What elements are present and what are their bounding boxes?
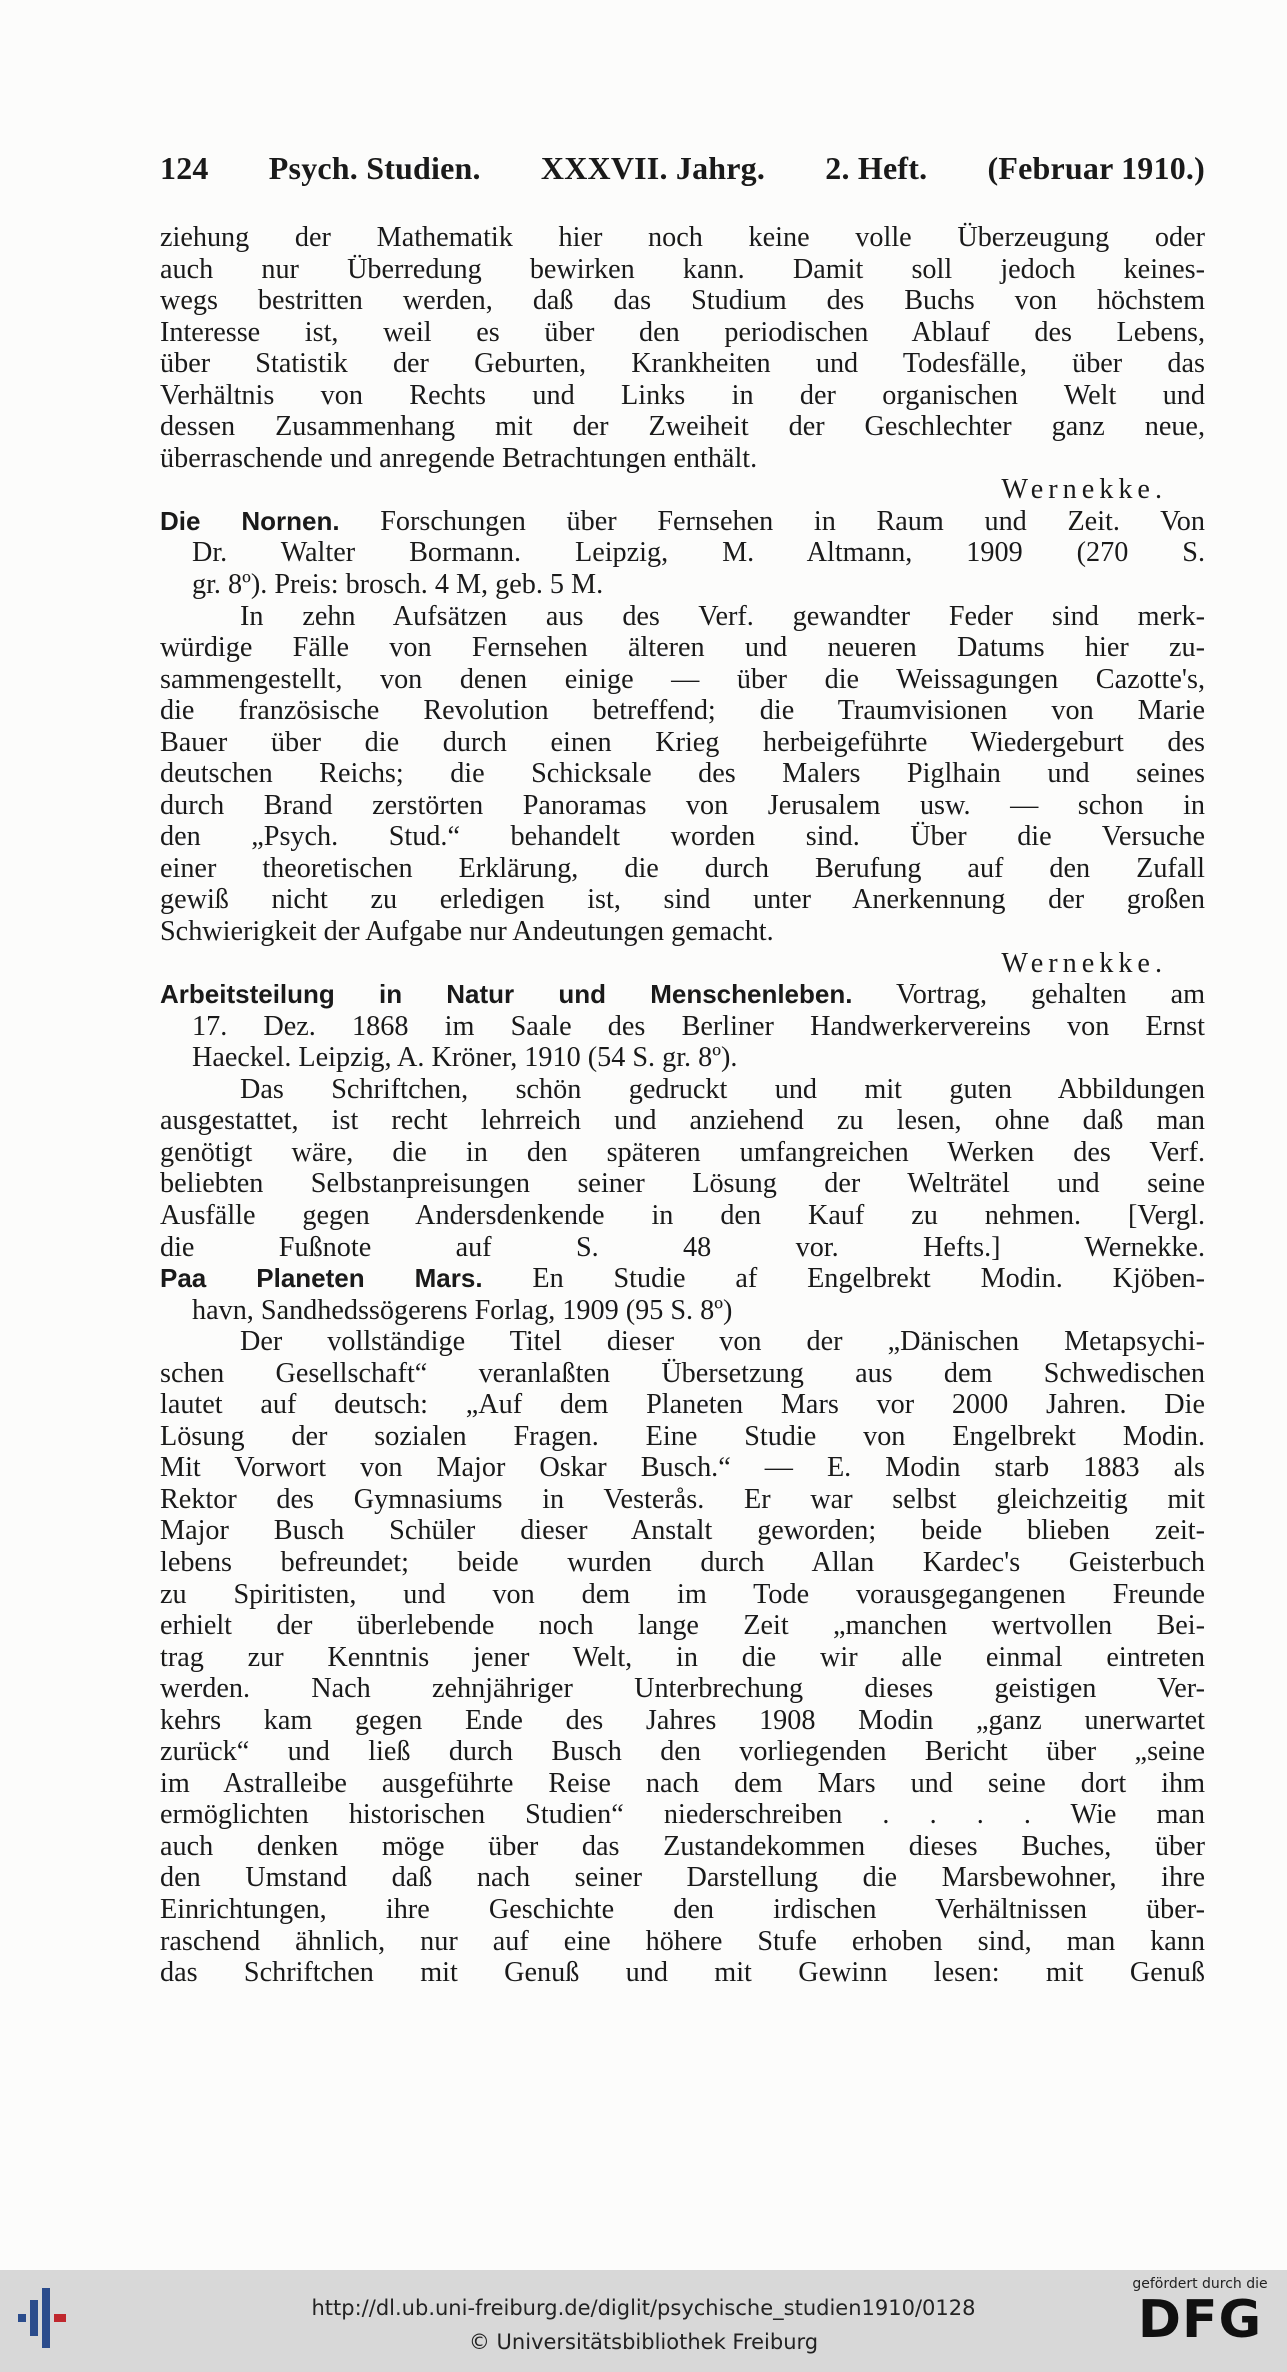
line-text: auch nur Überredung bewirken kann. Damit soll jedoch keines- xyxy=(160,253,1205,285)
line-text: Lösung der sozialen Fragen. Eine Studie von Engelbrekt Modin. xyxy=(160,1420,1205,1452)
footer-bar xyxy=(0,2270,1287,2372)
text-line xyxy=(160,1295,1205,1327)
text-line xyxy=(160,254,1205,286)
line-text: Der vollständige Titel dieser von der „Dänischen Metapsychi- xyxy=(240,1326,1205,1358)
body-text xyxy=(160,222,1205,1989)
journal-title: Psych. Studien. xyxy=(268,150,481,186)
text-line xyxy=(160,1105,1205,1137)
line-text: den Umstand daß nach seiner Darstellung die Marsbewohner, ihre xyxy=(160,1862,1205,1894)
source-url[interactable]: http://dl.ub.uni-freiburg.de/diglit/psychische_studien1910/0128 xyxy=(311,2296,976,2320)
text-line xyxy=(160,1358,1205,1390)
line-text: genötigt wäre, die in den späteren umfangreichen Werken des Verf. xyxy=(160,1136,1205,1168)
text-line xyxy=(160,506,1205,538)
line-text: gr. 8º). Preis: brosch. 4 M, geb. 5 M. xyxy=(192,569,604,601)
line-text: Mit Vorwort von Major Oskar Busch.“ — E. Modin starb 1883 als xyxy=(160,1452,1205,1484)
review-title: Arbeitsteilung in Natur und Menschenleben. xyxy=(160,979,853,1010)
text-line xyxy=(160,348,1205,380)
text-line xyxy=(160,1642,1205,1674)
text-line xyxy=(160,474,1205,506)
running-header xyxy=(160,150,1205,187)
line-text: die französische Revolution betreffend; die Traumvisionen von Marie xyxy=(160,695,1205,727)
text-line xyxy=(160,222,1205,254)
text-line xyxy=(160,1137,1205,1169)
line-text: Schwierigkeit der Aufgabe nur Andeutungen gemacht. xyxy=(160,916,774,948)
text-line xyxy=(160,537,1205,569)
text-line xyxy=(160,821,1205,853)
line-text: den „Psych. Stud.“ behandelt worden sind. Über die Versuche xyxy=(160,821,1205,853)
text-line xyxy=(160,853,1205,885)
text-line xyxy=(160,1042,1205,1074)
text-line xyxy=(160,1957,1205,1989)
line-text: Ausfälle gegen Andersdenkende in den Kauf zu nehmen. [Vergl. xyxy=(160,1199,1205,1231)
text-line xyxy=(160,443,1205,475)
text-line xyxy=(160,1011,1205,1043)
line-text: ziehung der Mathematik hier noch keine volle Überzeugung oder xyxy=(160,222,1205,253)
line-text: Haeckel. Leipzig, A. Kröner, 1910 (54 S. gr. 8º). xyxy=(192,1042,738,1074)
line-text: beliebten Selbstanpreisungen seiner Lösung der Welträtel und seine xyxy=(160,1168,1205,1200)
line-text: die Fußnote auf S. 48 vor. Hefts.] Wernekke. xyxy=(160,1231,1205,1263)
volume: XXXVII. Jahrg. xyxy=(540,150,766,186)
text-line xyxy=(160,1926,1205,1958)
copyright-notice: © Universitätsbibliothek Freiburg xyxy=(468,2330,819,2354)
line-text: über Statistik der Geburten, Krankheiten und Todesfälle, über das xyxy=(160,348,1205,380)
line-text: würdige Fälle von Fernsehen älteren und neueren Datums hier zu- xyxy=(160,632,1205,664)
text-line xyxy=(160,1263,1205,1295)
line-text: raschend ähnlich, nur auf eine höhere Stufe erhoben sind, man kann xyxy=(160,1925,1205,1957)
line-text: Einrichtungen, ihre Geschichte den irdischen Verhältnissen über- xyxy=(160,1893,1205,1925)
line-text: Vortrag, gehalten am xyxy=(852,979,1205,1011)
text-line xyxy=(160,727,1205,759)
university-library-logo-icon xyxy=(18,2288,68,2352)
line-text: In zehn Aufsätzen aus des Verf. gewandter Feder sind merk- xyxy=(240,600,1205,632)
text-line xyxy=(160,1421,1205,1453)
text-line xyxy=(160,1547,1205,1579)
text-line xyxy=(160,285,1205,317)
text-line xyxy=(160,884,1205,916)
text-line xyxy=(160,317,1205,349)
line-text: sammengestellt, von denen einige — über die Weissagungen Cazotte's, xyxy=(160,663,1205,695)
text-line xyxy=(160,1673,1205,1705)
line-text: 17. Dez. 1868 im Saale des Berliner Handwerkervereins von Ernst xyxy=(192,1010,1205,1042)
line-text: zu Spiritisten, und von dem im Tode vorausgegangenen Freunde xyxy=(160,1578,1205,1610)
text-line xyxy=(160,758,1205,790)
line-text: deutschen Reichs; die Schicksale des Malers Piglhain und seines xyxy=(160,758,1205,790)
text-line xyxy=(160,1515,1205,1547)
sponsor-caption: gefördert durch die xyxy=(1132,2276,1268,2292)
text-line xyxy=(160,1610,1205,1642)
dfg-logo-text: DFG xyxy=(1137,2290,1263,2350)
line-text: Bauer über die durch einen Krieg herbeigeführte Wiedergeburt des xyxy=(160,726,1205,758)
line-text: erhielt der überlebende noch lange Zeit „manchen wertvollen Bei- xyxy=(160,1610,1205,1642)
text-line xyxy=(160,695,1205,727)
line-text: Wernekke. xyxy=(1001,474,1167,506)
line-text: im Astralleibe ausgeführte Reise nach dem Mars und seine dort ihm xyxy=(160,1767,1205,1799)
text-line xyxy=(160,569,1205,601)
line-text: havn, Sandhedssögerens Forlag, 1909 (95 S. 8º) xyxy=(192,1294,733,1326)
text-line xyxy=(160,601,1205,633)
line-text: Dr. Walter Bormann. Leipzig, M. Altmann, 1909 (270 S. xyxy=(192,537,1205,569)
text-line xyxy=(160,1168,1205,1200)
text-line xyxy=(160,916,1205,948)
line-text: auch denken möge über das Zustandekommen dieses Buches, über xyxy=(160,1830,1205,1862)
line-text: schen Gesellschaft“ veranlaßten Übersetzung aus dem Schwedischen xyxy=(160,1357,1205,1389)
line-text: Forschungen über Fernsehen in Raum und Zeit. Von xyxy=(339,505,1205,537)
text-line xyxy=(160,1831,1205,1863)
line-text: das Schriftchen mit Genuß und mit Gewinn lesen: mit Genuß xyxy=(160,1957,1205,1989)
text-line xyxy=(160,632,1205,664)
text-line xyxy=(160,1232,1205,1264)
line-text: gewiß nicht zu erledigen ist, sind unter Anerkennung der großen xyxy=(160,884,1205,916)
text-line xyxy=(160,1862,1205,1894)
line-text: dessen Zusammenhang mit der Zweiheit der Geschlechter ganz neue, xyxy=(160,411,1205,443)
line-text: ausgestattet, ist recht lehrreich und anziehend zu lesen, ohne daß man xyxy=(160,1105,1205,1137)
line-text: Wernekke. xyxy=(1001,947,1167,979)
line-text: einer theoretischen Erklärung, die durch Berufung auf den Zufall xyxy=(160,852,1205,884)
text-line xyxy=(160,1894,1205,1926)
line-text: lebens befreundet; beide wurden durch Allan Kardec's Geisterbuch xyxy=(160,1546,1205,1578)
text-line xyxy=(160,979,1205,1011)
page-number: 124 xyxy=(160,150,209,186)
line-text: werden. Nach zehnjähriger Unterbrechung dieses geistigen Ver- xyxy=(160,1673,1205,1705)
line-text: durch Brand zerstörten Panoramas von Jerusalem usw. — schon in xyxy=(160,789,1205,821)
dfg-sponsor-logo xyxy=(1130,2276,1270,2348)
text-line xyxy=(160,790,1205,822)
line-text: ermöglichten historischen Studien“ niederschreiben . . . . Wie man xyxy=(160,1799,1205,1831)
text-line xyxy=(160,948,1205,980)
line-text: wegs bestritten werden, daß das Studium des Buchs von höchstem xyxy=(160,285,1205,317)
line-text: Interesse ist, weil es über den periodischen Ablauf des Lebens, xyxy=(160,316,1205,348)
text-line xyxy=(160,1074,1205,1106)
line-text: En Studie af Engelbrekt Modin. Kjöben- xyxy=(482,1263,1205,1295)
line-text: zurück“ und ließ durch Busch den vorliegenden Bericht über „seine xyxy=(160,1736,1205,1768)
line-text: überraschende und anregende Betrachtungen enthält. xyxy=(160,442,758,474)
review-title: Paa Planeten Mars. xyxy=(160,1263,483,1294)
text-line xyxy=(160,1768,1205,1800)
text-line xyxy=(160,1579,1205,1611)
text-line xyxy=(160,1452,1205,1484)
line-text: trag zur Kenntnis jener Welt, in die wir alle einmal eintreten xyxy=(160,1641,1205,1673)
line-text: kehrs kam gegen Ende des Jahres 1908 Modin „ganz unerwartet xyxy=(160,1704,1205,1736)
review-title: Die Nornen. xyxy=(160,505,340,536)
line-text: Das Schriftchen, schön gedruckt und mit guten Abbildungen xyxy=(240,1073,1205,1105)
text-line xyxy=(160,1200,1205,1232)
text-line xyxy=(160,411,1205,443)
text-line xyxy=(160,1484,1205,1516)
text-line xyxy=(160,1799,1205,1831)
line-text: Verhältnis von Rechts und Links in der organischen Welt und xyxy=(160,379,1205,411)
issue: 2. Heft. xyxy=(825,150,928,186)
text-line xyxy=(160,1326,1205,1358)
line-text: lautet auf deutsch: „Auf dem Planeten Mars vor 2000 Jahren. Die xyxy=(160,1389,1205,1421)
text-line xyxy=(160,664,1205,696)
text-line xyxy=(160,1736,1205,1768)
line-text: Major Busch Schüler dieser Anstalt geworden; beide blieben zeit- xyxy=(160,1515,1205,1547)
text-line xyxy=(160,380,1205,412)
text-line xyxy=(160,1705,1205,1737)
issue-date: (Februar 1910.) xyxy=(987,150,1205,186)
line-text: Rektor des Gymnasiums in Vesterås. Er war selbst gleichzeitig mit xyxy=(160,1483,1205,1515)
text-line xyxy=(160,1389,1205,1421)
